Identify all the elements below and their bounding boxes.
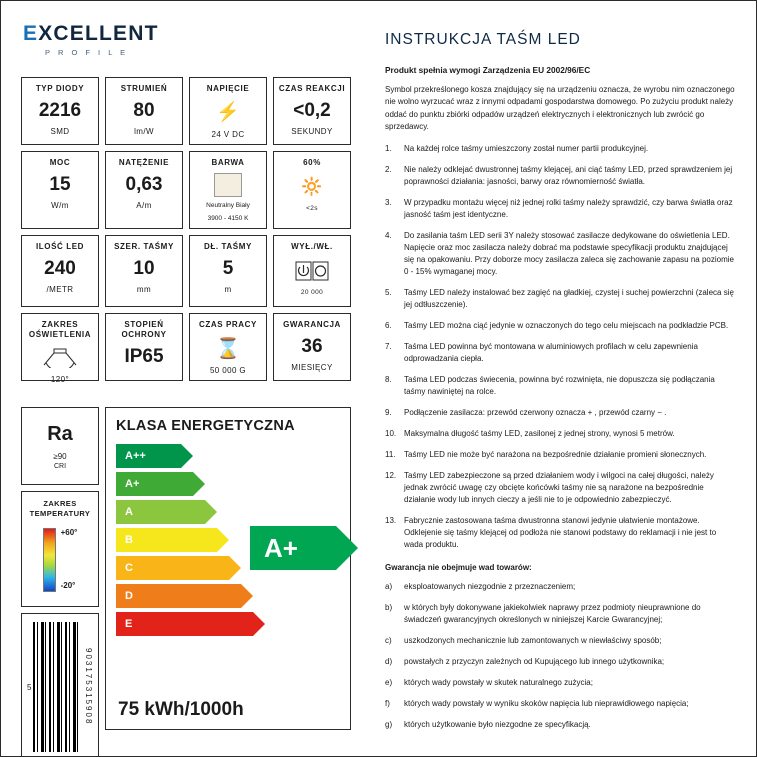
spec-grid xyxy=(21,77,351,387)
spec-unit: 20 000 xyxy=(300,289,324,296)
temperature-gradient-bar xyxy=(43,528,56,592)
energy-bar xyxy=(116,444,181,468)
spec-cell-ip-rating xyxy=(105,313,183,381)
list-item-text: Na każdej rolce taśmy umieszczony został numer partii produkcyjnej. xyxy=(404,143,649,153)
list-item-text: Maksymalna długość taśmy LED, zasilonej z jednej strony, wynosi 5 metrów. xyxy=(404,428,675,438)
brand-logo xyxy=(23,23,323,57)
energy-bar-label: A xyxy=(125,506,133,518)
spec-cell-reaction-time xyxy=(273,77,351,145)
energy-bar xyxy=(116,556,229,580)
warranty-list xyxy=(385,581,737,731)
list-item xyxy=(385,581,737,593)
hourglass-icon: ⌛ xyxy=(215,337,241,360)
brand-name xyxy=(23,23,323,44)
list-item-text: których wady powstały w skutek naturalnego zużycia; xyxy=(404,677,593,687)
spec-label: NAPIĘCIE xyxy=(206,84,250,93)
list-item xyxy=(385,320,737,332)
list-item-number: f) xyxy=(385,698,390,708)
ra-column xyxy=(21,407,99,757)
list-item xyxy=(385,230,737,278)
list-item xyxy=(385,470,737,506)
energy-bar-label: D xyxy=(125,590,133,602)
energy-bar-label: B xyxy=(125,534,133,546)
list-item-number: 1. xyxy=(385,143,392,153)
energy-bar-label: C xyxy=(125,562,133,574)
spec-unit: 120° xyxy=(50,375,70,384)
energy-bar-label: E xyxy=(125,618,133,630)
cri-value: ≥90 xyxy=(53,451,67,461)
list-item xyxy=(385,197,737,221)
brand-name-rest: XCELLENT xyxy=(38,22,159,45)
list-item xyxy=(385,449,737,461)
list-item-number: a) xyxy=(385,581,393,591)
bolt-icon: ⚡ xyxy=(216,102,240,123)
list-item-number: g) xyxy=(385,719,393,729)
list-item-number: 10. xyxy=(385,428,397,438)
list-item-text: których wady powstały w wyniku skoków napięcia lub nieprawidłowego napięcia; xyxy=(404,698,689,708)
spec-label: 60% xyxy=(303,158,321,167)
spec-unit: lm/W xyxy=(134,127,154,136)
spec-label: GWARANCJA xyxy=(283,320,341,329)
spec-value: 0,63 xyxy=(125,174,163,195)
list-item xyxy=(385,635,737,647)
list-item-number: 7. xyxy=(385,341,392,351)
list-item xyxy=(385,164,737,188)
list-item-number: 3. xyxy=(385,197,392,207)
spec-value: 5 xyxy=(222,258,234,279)
cri-label: CRI xyxy=(53,462,67,470)
spec-label: STOPIEŃ OCHRONY xyxy=(121,320,167,339)
list-item xyxy=(385,602,737,626)
brand-subtitle: P R O F I L E xyxy=(45,48,129,57)
list-item-text: Do zasilania taśm LED serii 3Y należy stosować zasilacze dedykowane do oświetlenia LED. Napięcie oraz moc zasilacza należy dobrać ma podstawie specyfikacji produktu znajdującej się na opakowaniu. Przy doborze mocy zasilacza zaleca się zachowanie zapasu na poziomie 0 - 15% wymaganej mocy. xyxy=(404,230,734,276)
energy-bar-label: A+ xyxy=(125,478,140,490)
spec-color-name: Neutralny Biały xyxy=(206,201,250,209)
energy-bar xyxy=(116,528,217,552)
spec-value: 80 xyxy=(133,100,155,121)
list-item-text: Taśma LED powinna być montowana w aluminiowych profilach w celu zapewnienia odprowadzania ciepła. xyxy=(404,341,698,363)
temperature-high: +60° xyxy=(60,527,78,537)
spec-cell-diode-type xyxy=(21,77,99,145)
list-item-text: Podłączenie zasilacza: przewód czerwony oznacza + , przewód czarny − . xyxy=(404,407,667,417)
barcode xyxy=(21,613,99,757)
spec-cell-current xyxy=(105,151,183,229)
list-item xyxy=(385,374,737,398)
energy-bar xyxy=(116,500,205,524)
spec-cell-beam-angle xyxy=(21,313,99,384)
spec-row xyxy=(21,77,351,145)
list-item-number: 9. xyxy=(385,407,392,417)
list-item xyxy=(385,515,737,551)
spec-value: <0,2 xyxy=(293,100,331,121)
spec-row xyxy=(21,235,351,307)
list-item-number: d) xyxy=(385,656,393,666)
spec-unit: 24 V DC xyxy=(211,130,245,139)
spec-label: SZER. TAŚMY xyxy=(114,242,174,251)
spec-label: CZAS REAKCJI xyxy=(278,84,346,93)
spec-value: 2216 xyxy=(38,100,82,121)
spec-cell-switch-cycles xyxy=(273,235,351,307)
spec-cell-luminous-flux xyxy=(105,77,183,145)
list-item-text: Fabrycznie zastosowana taśma dwustronna stanowi jedynie ułatwienie montażowe. Odklejenie się taśmy klejącej od podłoża nie stanowi podstawy do reklamacji i nie jest to wada produktu. xyxy=(404,515,717,549)
list-item-text: Nie należy odklejać dwustronnej taśmy klejącej, ani ciąć taśmy LED, przed sprawdzeniem jej poprawności działania: jasności, barwy oraz równomierność światła. xyxy=(404,164,733,186)
spec-value: IP65 xyxy=(124,346,164,367)
list-item-text: Taśmy LED można ciąć jedynie w oznaczonych do tego celu miejscach na podkładzie PCB. xyxy=(404,320,729,330)
list-item xyxy=(385,719,737,731)
instructions-column xyxy=(385,65,737,740)
energy-label-title: KLASA ENERGETYCZNA xyxy=(116,418,295,434)
spec-cell-lifetime xyxy=(189,313,267,381)
list-item-number: 4. xyxy=(385,230,392,240)
spec-cell-dimming xyxy=(273,151,351,229)
spec-row xyxy=(21,313,351,384)
spec-label: TYP DIODY xyxy=(35,84,85,93)
list-item-number: 6. xyxy=(385,320,392,330)
spec-label: DŁ. TAŚMY xyxy=(204,242,252,251)
lower-left-section xyxy=(21,407,351,757)
instructions-heading: Produkt spełnia wymogi Zarządzenia EU 2002/96/EC xyxy=(385,65,591,75)
list-item-text: Taśma LED podczas świecenia, powinna być rozwinięta, nie dopuszcza się podłączania taśmy nawiniętej na rolce. xyxy=(404,374,715,396)
list-item xyxy=(385,341,737,365)
cri-box xyxy=(21,407,99,485)
spec-label: STRUMIEŃ xyxy=(120,84,168,93)
list-item-text: Taśmy LED należy instalować bez zagięć na gładkiej, czystej i suchej powierzchni (zaleca się jej odtłuszczenie). xyxy=(404,287,734,309)
spec-cell-warranty xyxy=(273,313,351,381)
energy-label xyxy=(105,407,351,730)
lamp-icon: 🔆 xyxy=(301,177,323,196)
switch-icon xyxy=(295,260,329,282)
list-item xyxy=(385,698,737,710)
spec-unit: W/m xyxy=(51,201,69,210)
spec-value: 36 xyxy=(301,336,323,357)
spec-unit: A/m xyxy=(136,201,152,210)
energy-rating-arrow xyxy=(250,526,336,570)
spec-unit: 50 000 G xyxy=(209,366,247,375)
list-item-number: 11. xyxy=(385,449,396,459)
list-item-number: 8. xyxy=(385,374,392,384)
barcode-left-digit: 5 xyxy=(27,682,32,692)
spec-cell-voltage xyxy=(189,77,267,145)
spec-color-temp: 3900 - 4150 K xyxy=(207,214,249,222)
energy-bar xyxy=(116,472,193,496)
barcode-digits: 903175315908 xyxy=(84,648,93,726)
page-title: INSTRUKCJA TAŚM LED xyxy=(385,31,581,48)
list-item xyxy=(385,428,737,440)
spec-label: ZAKRES OŚWIETLENIA xyxy=(28,320,92,339)
switch-icon-svg xyxy=(295,261,329,281)
temperature-labels xyxy=(61,528,78,590)
list-item-number: 2. xyxy=(385,164,392,174)
spec-label: MOC xyxy=(49,158,71,167)
list-item-text: Taśmy LED nie może być narażona na bezpośrednie działanie promieni słonecznych. xyxy=(404,449,707,459)
spec-unit: MIESIĘCY xyxy=(291,363,333,372)
spec-unit: SEKUNDY xyxy=(291,127,333,136)
spec-cell-power xyxy=(21,151,99,229)
beam-icon-svg xyxy=(40,348,80,368)
energy-consumption: 75 kWh/1000h xyxy=(118,699,244,720)
spec-value: 10 xyxy=(133,258,155,279)
spec-label: BARWA xyxy=(211,158,245,167)
list-item-text: eksploatowanych niezgodnie z przeznaczeniem; xyxy=(404,581,576,591)
energy-class-bars xyxy=(116,444,266,636)
list-item xyxy=(385,287,737,311)
spec-unit: m xyxy=(224,285,232,294)
instructions-intro: Symbol przekreślonego kosza znajdujący się na urządzeniu oznacza, że wyrobu nim oznaczonego nie wolno wyrzucać wraz z innymi odpadami gospodarstwa domowego. Po zużyciu produkt należy oddać do punktu zbiórki odpadów urządzeń elektrycznych i elektronicznych lub zwrócić go sprzedawcy. xyxy=(385,85,735,132)
spec-cell-led-count xyxy=(21,235,99,307)
spec-unit: SMD xyxy=(50,127,70,136)
spec-value: 240 xyxy=(44,258,76,279)
cri-symbol: Ra xyxy=(47,422,73,445)
list-item-number: c) xyxy=(385,635,392,645)
list-item-text: w których były dokonywane jakiekolwiek naprawy przez podmioty nieuprawnione do świadczeń gwarancyjnych określonych w niniejszej Karcie Gwarancyjnej; xyxy=(404,602,701,624)
list-item-text: Taśmy LED zabezpieczone są przed działaniem wody i wilgoci na całej długości, należy jednak zwrócić uwagę czy obcięte końcówki taśmy nie są narażone na bezpośrednie działanie wody lub innych cieczy a jeśli nie to je odpowiednio zabezpieczyć. xyxy=(404,470,714,504)
temperature-range-box xyxy=(21,491,99,607)
spec-unit: <2s xyxy=(306,205,318,212)
energy-rating-label: A+ xyxy=(264,532,298,563)
list-item-text: których użytkowanie było niezgodne ze specyfikacją. xyxy=(404,719,591,729)
list-item xyxy=(385,407,737,419)
spec-label: NATĘŻENIE xyxy=(118,158,170,167)
energy-bar xyxy=(116,612,253,636)
color-swatch-icon xyxy=(214,173,242,197)
beam-icon xyxy=(40,348,80,368)
warranty-heading: Gwarancja nie obejmuje wad towarów: xyxy=(385,562,532,572)
list-item-number: 12. xyxy=(385,470,397,480)
spec-label: ILOŚĆ LED xyxy=(35,242,85,251)
spec-unit: /METR xyxy=(46,285,74,294)
instructions-list xyxy=(385,143,737,551)
list-item xyxy=(385,677,737,689)
spec-unit: mm xyxy=(136,285,152,294)
list-item xyxy=(385,656,737,668)
list-item xyxy=(385,143,737,155)
list-item-text: W przypadku montażu więcej niż jednej rolki taśmy należy sprawdzić, czy barwa światła oraz jasność taśm jest identyczne. xyxy=(404,197,733,219)
list-item-number: 13. xyxy=(385,515,397,525)
temperature-gauge xyxy=(28,528,92,592)
list-item-text: powstałych z przyczyn zależnych od Kupującego lub innego użytkownika; xyxy=(404,656,665,666)
list-item-number: b) xyxy=(385,602,393,612)
list-item-number: 5. xyxy=(385,287,392,297)
spec-row xyxy=(21,151,351,229)
spec-cell-strip-length xyxy=(189,235,267,307)
spec-cell-strip-width xyxy=(105,235,183,307)
temperature-low: -20° xyxy=(60,580,76,590)
spec-cell-color xyxy=(189,151,267,229)
temperature-title: ZAKRES TEMPERATURY xyxy=(29,499,91,518)
spec-label: WYŁ./WŁ. xyxy=(291,242,333,251)
spec-label: CZAS PRACY xyxy=(198,320,257,329)
brand-name-initial: E xyxy=(23,22,39,45)
barcode-bars xyxy=(33,622,81,752)
energy-bar xyxy=(116,584,241,608)
list-item-text: uszkodzonych mechanicznie lub zamontowanych w niewłaściwy sposób; xyxy=(404,635,662,645)
spec-value: 15 xyxy=(49,174,71,195)
list-item-number: e) xyxy=(385,677,393,687)
energy-bar-label: A++ xyxy=(125,450,146,462)
